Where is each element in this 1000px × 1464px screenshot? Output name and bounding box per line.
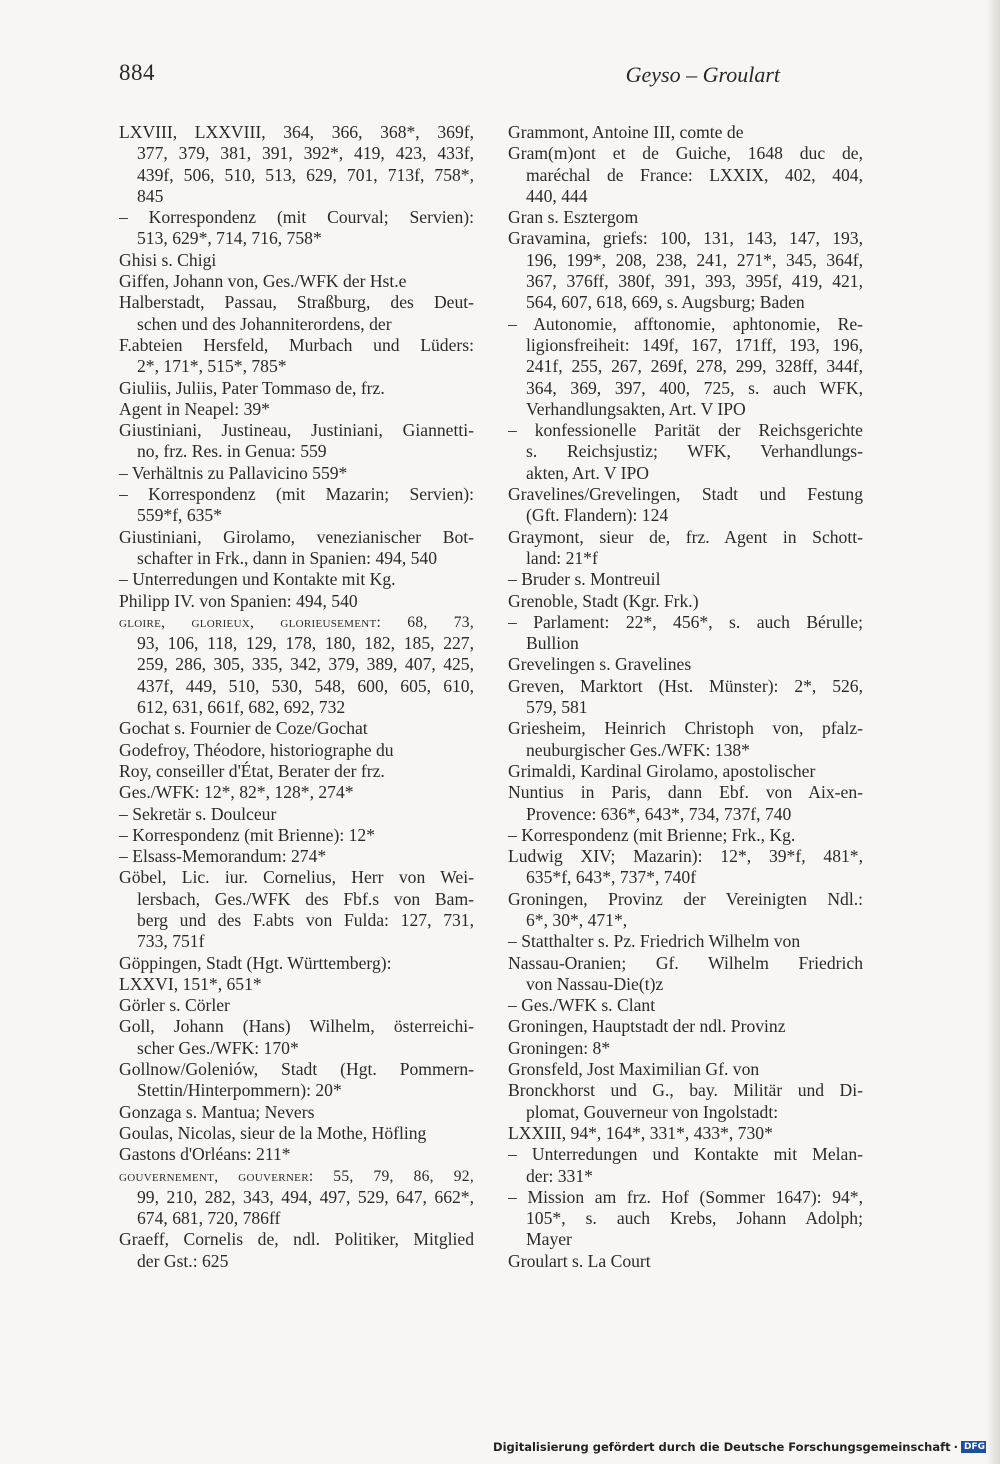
index-line: 612, 631, 661f, 682, 692, 732: [137, 697, 346, 718]
index-line: Goll, Johann (Hans) Wilhelm, österreichi-: [119, 1016, 474, 1037]
index-line: – Korrespondenz (mit Brienne): 12*: [119, 824, 376, 845]
index-line: akten, Art. V IPO: [526, 462, 649, 483]
index-line: – Unterredungen und Kontakte mit Kg.: [119, 569, 396, 590]
index-line: 6*, 30*, 471*,: [526, 909, 628, 930]
page-number: 884: [119, 60, 155, 85]
dfg-logo: DFG: [961, 1441, 988, 1453]
index-line: – Elsass-Memorandum: 274*: [119, 846, 327, 867]
index-line: Bullion: [526, 633, 579, 654]
index-line: 367, 376ff, 380f, 391, 393, 395f, 419, 421,: [526, 271, 863, 292]
index-line: Roy, conseiller d'État, Berater der frz.: [119, 760, 385, 781]
index-line: Verhandlungsakten, Art. V IPO: [526, 398, 746, 419]
index-line: LXXIII, 94*, 164*, 331*, 433*, 730*: [508, 1122, 773, 1143]
index-line: Giustiniani, Girolamo, venezianischer Bot-: [119, 526, 474, 547]
index-line: Grevelingen s. Gravelines: [508, 654, 692, 675]
index-line: schafter in Frk., dann in Spanien: 494, 540: [137, 547, 438, 568]
index-line: gouvernement, gouverner: 55, 79, 86, 92,: [119, 1167, 474, 1185]
index-line: der: 331*: [526, 1165, 593, 1186]
index-line: Godefroy, Théodore, historiographe du: [119, 739, 394, 760]
index-line: plomat, Gouverneur von Ingolstadt:: [526, 1101, 779, 1122]
index-line: – Autonomie, afftonomie, aphtonomie, Re-: [508, 313, 863, 334]
index-line: no, frz. Res. in Genua: 559: [137, 441, 327, 462]
index-line: – Parlament: 22*, 456*, s. auch Bérulle;: [508, 611, 863, 632]
index-line: Griesheim, Heinrich Christoph von, pfalz-: [508, 718, 863, 739]
index-line: Bronckhorst und G., bay. Militär und Di-: [508, 1080, 863, 1101]
index-line: Grammont, Antoine III, comte de: [508, 122, 744, 142]
index-line: Groningen: 8*: [508, 1037, 611, 1058]
index-line: s. Reichsjustiz; WFK, Verhandlungs-: [526, 441, 863, 462]
index-line: 196, 199*, 208, 238, 241, 271*, 345, 364f,: [526, 249, 863, 270]
index-line: Gran s. Esztergom: [508, 207, 639, 228]
index-line: ligionsfreiheit: 149f, 167, 171ff, 193, 196,: [526, 334, 863, 355]
index-line: Grenoble, Stadt (Kgr. Frk.): [508, 590, 699, 611]
index-line: Groningen, Provinz der Vereinigten Ndl.:: [508, 888, 863, 909]
index-line: maréchal de France: LXXIX, 402, 404,: [526, 164, 863, 185]
index-line: Gravamina, griefs: 100, 131, 143, 147, 193,: [508, 228, 863, 249]
index-line: LXXVI, 151*, 651*: [119, 973, 262, 994]
index-line: – konfessionelle Parität der Reichsgerichte: [508, 420, 863, 441]
index-line: Ludwig XIV; Mazarin): 12*, 39*f, 481*,: [508, 846, 863, 867]
index-line: schen und des Johanniterordens, der: [137, 313, 392, 334]
index-line: Gastons d'Orléans: 211*: [119, 1144, 291, 1165]
index-line: 377, 379, 381, 391, 392*, 419, 423, 433f,: [137, 143, 474, 164]
index-line: Groningen, Hauptstadt der ndl. Provinz: [508, 1016, 786, 1037]
running-head: Geyso – Groulart: [625, 62, 780, 87]
index-line: Gonzaga s. Mantua; Nevers: [119, 1101, 315, 1122]
index-line: 105*, s. auch Krebs, Johann Adolph;: [526, 1208, 863, 1229]
index-line: Goulas, Nicolas, sieur de la Mothe, Höfling: [119, 1122, 427, 1143]
index-line: land: 21*f: [526, 547, 598, 568]
index-line: berg und des F.abts von Fulda: 127, 731,: [137, 909, 474, 930]
index-line: 437f, 449, 510, 530, 548, 600, 605, 610,: [137, 675, 474, 696]
index-column-left: [119, 122, 474, 1272]
index-line: Groulart s. La Court: [508, 1250, 651, 1271]
index-line: Giffen, Johann von, Ges./WFK der Hst.e: [119, 271, 407, 292]
index-line: 241f, 255, 267, 269f, 278, 299, 328ff, 344f,: [526, 356, 863, 377]
index-line: – Verhältnis zu Pallavicino 559*: [119, 462, 348, 483]
index-line: – Statthalter s. Pz. Friedrich Wilhelm von: [508, 931, 801, 952]
index-line: Mayer: [526, 1229, 572, 1250]
page-edge-shadow: [986, 0, 1000, 1464]
index-line: Gronsfeld, Jost Maximilian Gf. von: [508, 1059, 760, 1080]
index-line: Graymont, sieur de, frz. Agent in Schott-: [508, 526, 863, 547]
index-line: Nassau-Oranien; Gf. Wilhelm Friedrich: [508, 952, 863, 973]
index-line: – Bruder s. Montreuil: [508, 569, 661, 590]
index-line: 674, 681, 720, 786ff: [137, 1208, 281, 1229]
index-line: Greven, Marktort (Hst. Münster): 2*, 526,: [508, 675, 863, 696]
index-line: – Korrespondenz (mit Courval; Servien):: [119, 207, 474, 228]
index-line: 513, 629*, 714, 716, 758*: [137, 228, 322, 249]
index-line: 99, 210, 282, 343, 494, 497, 529, 647, 662*,: [137, 1186, 474, 1207]
index-line: 364, 369, 397, 400, 725, s. auch WFK,: [526, 377, 863, 398]
index-line: von Nassau-Die(t)z: [526, 973, 664, 994]
index-line: Nuntius in Paris, dann Ebf. von Aix-en-: [508, 782, 863, 803]
index-line: neuburgischer Ges./WFK: 138*: [526, 739, 750, 760]
index-line: scher Ges./WFK: 170*: [137, 1037, 299, 1058]
index-line: – Korrespondenz (mit Mazarin; Servien):: [119, 484, 474, 505]
index-line: 845: [137, 185, 164, 206]
index-line: Görler s. Cörler: [119, 995, 230, 1016]
index-line: Gochat s. Fournier de Coze/Gochat: [119, 718, 368, 739]
index-line: Agent in Neapel: 39*: [119, 398, 270, 419]
index-line: 564, 607, 618, 669, s. Augsburg; Baden: [526, 292, 805, 313]
funding-footer: [493, 1440, 988, 1454]
index-line: der Gst.: 625: [137, 1250, 229, 1271]
index-line: Giustiniani, Justineau, Justiniani, Giannetti-: [119, 420, 474, 441]
index-line: Gollnow/Goleniów, Stadt (Hgt. Pommern-: [119, 1059, 474, 1080]
index-line: 635*f, 643*, 737*, 740f: [526, 867, 697, 888]
index-line: 259, 286, 305, 335, 342, 379, 389, 407, 425,: [137, 654, 474, 675]
footer-text: Digitalisierung gefördert durch die Deutsche Forschungsgemeinschaft: [493, 1440, 951, 1454]
index-line: – Ges./WFK s. Clant: [508, 995, 656, 1016]
index-line: Grimaldi, Kardinal Girolamo, apostolischer: [508, 760, 816, 781]
index-line: Giuliis, Juliis, Pater Tommaso de, frz.: [119, 377, 385, 398]
index-line: Ghisi s. Chigi: [119, 249, 217, 270]
index-line: Philipp IV. von Spanien: 494, 540: [119, 590, 358, 611]
index-line: lersbach, Ges./WFK des Fbf.s von Bam-: [137, 888, 474, 909]
index-line: 93, 106, 118, 129, 178, 180, 182, 185, 227,: [137, 633, 474, 654]
index-line: – Korrespondenz (mit Brienne; Frk., Kg.: [508, 824, 796, 845]
index-line: Göbel, Lic. iur. Cornelius, Herr von Wei-: [119, 867, 474, 888]
index-line: – Unterredungen und Kontakte mit Melan-: [508, 1144, 863, 1165]
index-line: – Sekretär s. Doulceur: [119, 803, 277, 824]
index-line: Gram(m)ont et de Guiche, 1648 duc de,: [508, 143, 863, 164]
index-line: Gravelines/Grevelingen, Stadt und Festung: [508, 484, 863, 505]
index-line: Provence: 636*, 643*, 734, 737f, 740: [526, 803, 792, 824]
index-line: 439f, 506, 510, 513, 629, 701, 713f, 758*,: [137, 164, 474, 185]
index-line: Stettin/Hinterpommern): 20*: [137, 1080, 342, 1101]
index-line: Ges./WFK: 12*, 82*, 128*, 274*: [119, 782, 354, 803]
index-line: – Mission am frz. Hof (Sommer 1647): 94*,: [508, 1186, 863, 1207]
index-line: Graeff, Cornelis de, ndl. Politiker, Mitglied: [119, 1229, 474, 1250]
index-line: gloire, glorieux, glorieusement: 68, 73,: [119, 613, 474, 631]
index-line: F.abteien Hersfeld, Murbach und Lüders:: [119, 334, 474, 355]
index-line: 440, 444: [526, 185, 588, 206]
index-line: 559*f, 635*: [137, 505, 223, 526]
footer-separator: ·: [953, 1440, 958, 1454]
index-line: 2*, 171*, 515*, 785*: [137, 356, 287, 377]
index-line: LXVIII, LXXVIII, 364, 366, 368*, 369f,: [119, 122, 474, 142]
index-line: 579, 581: [526, 697, 588, 718]
index-line: 733, 751f: [137, 931, 205, 952]
index-line: Halberstadt, Passau, Straßburg, des Deut-: [119, 292, 474, 313]
index-line: Göppingen, Stadt (Hgt. Württemberg):: [119, 952, 392, 973]
index-line: (Gft. Flandern): 124: [526, 505, 669, 526]
index-column-right: [508, 122, 863, 1272]
